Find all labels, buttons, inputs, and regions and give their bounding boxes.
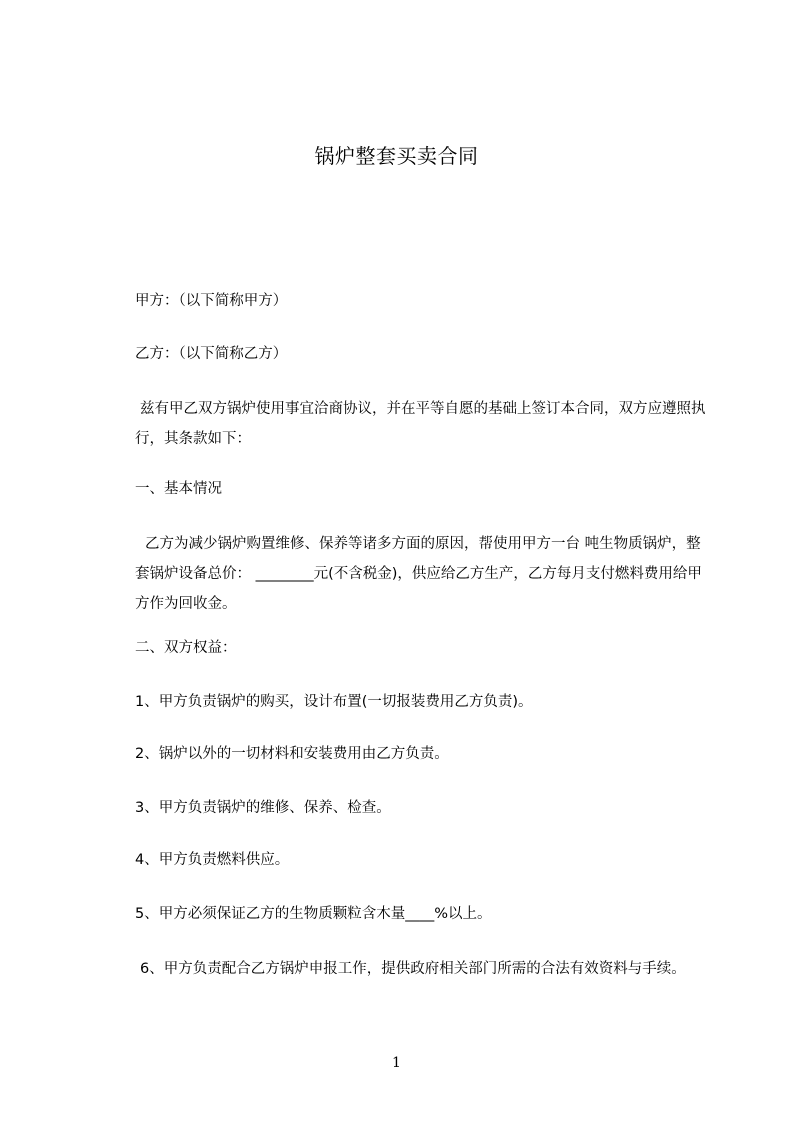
list-item: 6、甲方负责配合乙方锅炉申报工作，提供政府相关部门所需的合法有效资料与手续。	[140, 961, 686, 977]
party-b-line: 乙方：（以下简称乙方）	[135, 346, 288, 362]
section-1-heading: 一、基本情况	[135, 481, 222, 497]
document-title: 锅炉整套买卖合同	[314, 144, 479, 168]
list-item: 4、甲方负责燃料供应。	[135, 852, 290, 868]
list-item: 1、甲方负责锅炉的购买，设计布置(一切报装费用乙方负责)。	[135, 694, 533, 710]
party-a-line: 甲方：（以下简称甲方）	[135, 293, 288, 309]
list-item: 5、甲方必须保证乙方的生物质颗粒含木量____%以上。	[135, 906, 492, 922]
section-1-body: 乙方为减少锅炉购置维修、保养等诸多方面的原因，帮使用甲方一台 吨生物质锅炉，整套锅炉设备总价： ________元(不含税金)，供应给乙方生产，乙方每月支付燃料费用给甲方作为回收金。	[135, 536, 702, 612]
section-2-heading: 二、双方权益：	[135, 640, 237, 656]
list-item: 3、甲方负责锅炉的维修、保养、检查。	[135, 800, 391, 816]
list-item: 2、锅炉以外的一切材料和安装费用由乙方负责。	[135, 746, 449, 762]
page-number: 1	[392, 1055, 401, 1071]
intro-paragraph: 兹有甲乙双方锅炉使用事宜洽商协议，并在平等自愿的基础上签订本合同，双方应遵照执行，其条款如下：	[135, 401, 706, 447]
